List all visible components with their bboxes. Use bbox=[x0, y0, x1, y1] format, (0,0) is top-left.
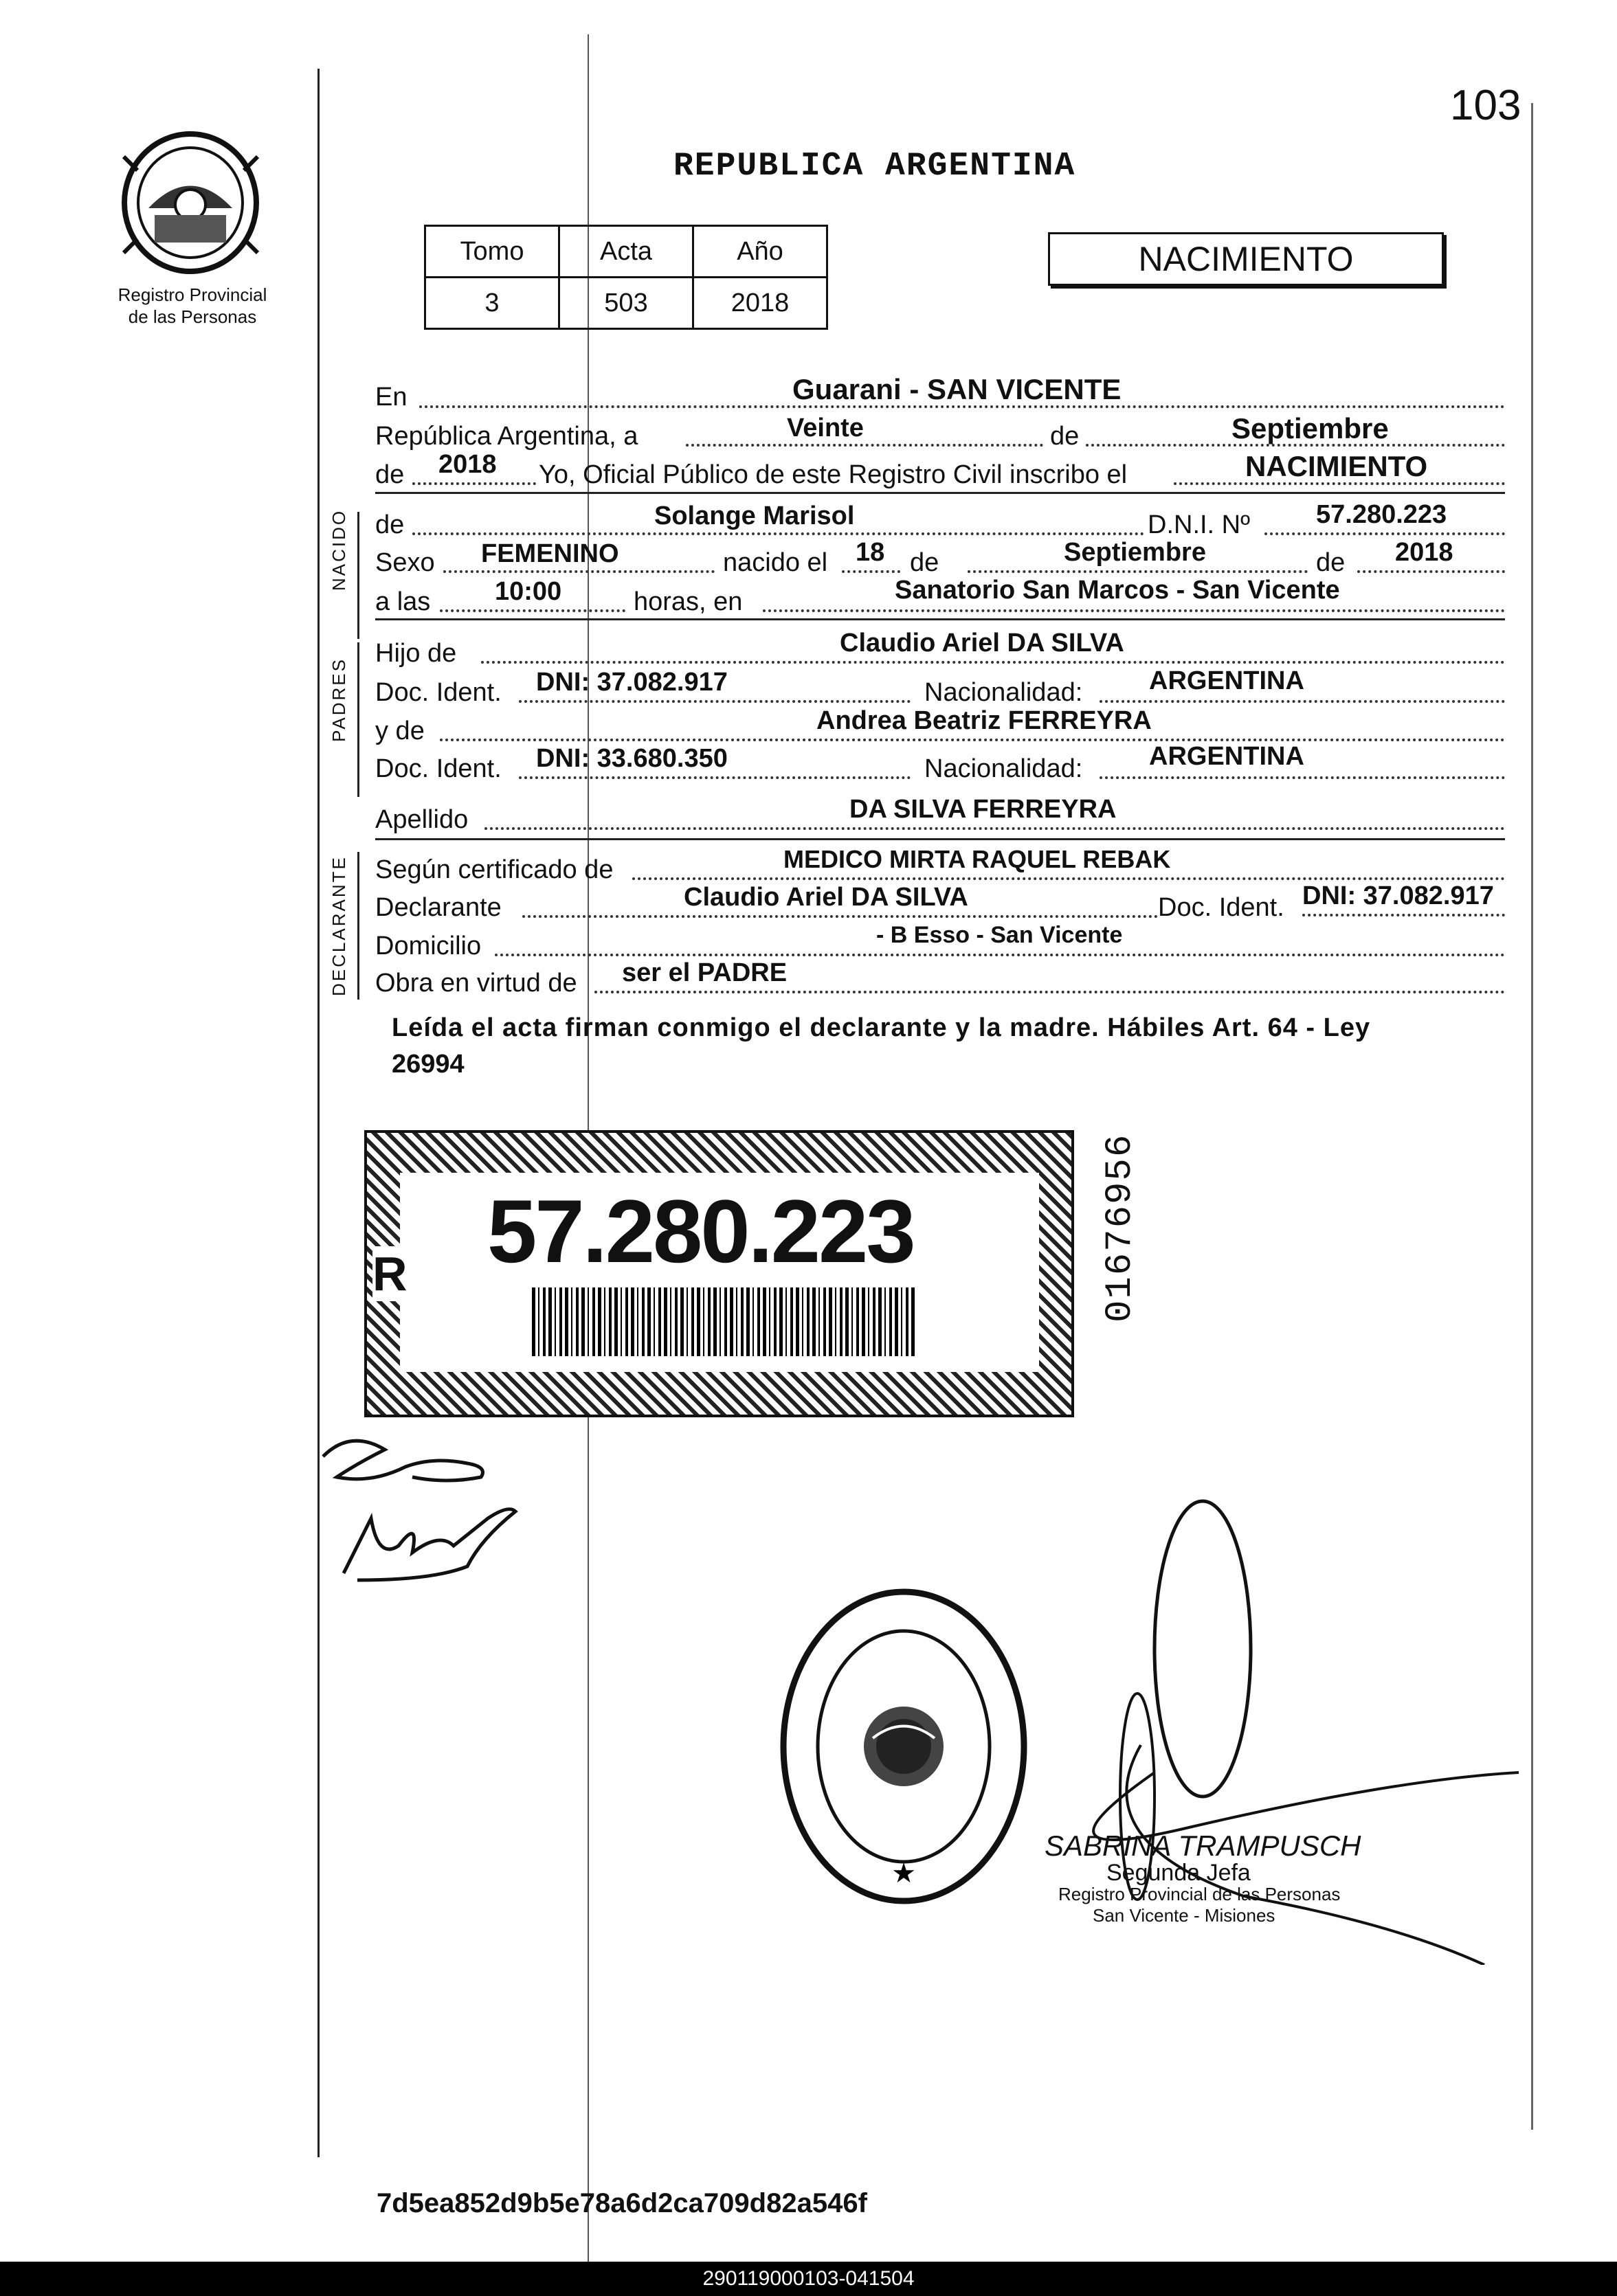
dni-sticker bbox=[364, 1130, 1074, 1417]
label-oficial-publico: Yo, Oficial Público de este Registro Civil inscribo el bbox=[539, 460, 1128, 489]
label-de: de bbox=[1050, 422, 1080, 451]
table-value-tomo: 3 bbox=[425, 278, 559, 329]
logo-caption-line2: de las Personas bbox=[128, 306, 257, 327]
dotted-line bbox=[1100, 776, 1505, 779]
section-bar-declarante bbox=[357, 852, 359, 1000]
dotted-line bbox=[440, 609, 625, 612]
dotted-line bbox=[842, 570, 900, 573]
section-label-declarante: DECLARANTE bbox=[328, 855, 349, 996]
value-doc-madre: DNI: 33.680.350 bbox=[536, 744, 728, 773]
label-hijo-de: Hijo de bbox=[375, 639, 457, 668]
dotted-line bbox=[1357, 570, 1505, 573]
value-padre: Claudio Ariel DA SILVA bbox=[840, 629, 1124, 657]
label-republica: República Argentina, a bbox=[375, 422, 638, 451]
dotted-line bbox=[968, 570, 1308, 573]
separator bbox=[375, 492, 1505, 494]
dotted-line bbox=[519, 700, 911, 703]
dotted-line bbox=[519, 776, 911, 779]
separator bbox=[375, 838, 1505, 840]
signatory-name: SABRINA TRAMPUSCH bbox=[1045, 1830, 1361, 1862]
signatory-place: San Vicente - Misiones bbox=[1093, 1905, 1275, 1926]
section-label-padres: PADRES bbox=[328, 657, 349, 742]
value-sexo: FEMENINO bbox=[481, 539, 619, 568]
label-horas-en: horas, en bbox=[634, 587, 743, 616]
document-title: REPUBLICA ARGENTINA bbox=[673, 148, 1076, 185]
label-sexo: Sexo bbox=[375, 548, 435, 577]
value-nacionalidad-madre: ARGENTINA bbox=[1149, 742, 1304, 771]
signatory-role: Segunda Jefa bbox=[1106, 1860, 1251, 1886]
dotted-line bbox=[481, 661, 1505, 664]
value-nac-mes: Septiembre bbox=[1064, 538, 1206, 567]
closing-text-line1: Leída el acta firman conmigo el declarante y la madre. Hábiles Art. 64 - Ley bbox=[392, 1013, 1371, 1042]
label-nacionalidad-padre: Nacionalidad: bbox=[924, 678, 1083, 707]
label-dni: D.N.I. Nº bbox=[1148, 510, 1250, 539]
dotted-line bbox=[412, 482, 536, 485]
value-dia-letras: Veinte bbox=[787, 414, 864, 442]
table-value-anio: 2018 bbox=[693, 278, 827, 329]
dotted-line bbox=[522, 915, 1158, 918]
value-doc-padre: DNI: 37.082.917 bbox=[536, 668, 728, 697]
label-nacido-el: nacido el bbox=[723, 548, 828, 577]
dotted-line bbox=[440, 739, 1505, 741]
value-mes: Septiembre bbox=[1231, 412, 1389, 444]
value-lugar-registro: Guarani - SAN VICENTE bbox=[792, 373, 1122, 405]
logo-caption-line1: Registro Provincial bbox=[118, 284, 267, 305]
value-dni-nacido: 57.280.223 bbox=[1316, 500, 1447, 529]
footer-code-bar: 290119000103-041504 bbox=[0, 2262, 1617, 2296]
dotted-line bbox=[443, 570, 715, 573]
table-header-anio: Año bbox=[693, 226, 827, 278]
value-apellido: DA SILVA FERREYRA bbox=[849, 795, 1117, 824]
label-y-de: y de bbox=[375, 717, 425, 745]
register-table bbox=[424, 225, 828, 330]
dotted-line bbox=[1264, 532, 1505, 535]
value-domicilio: - B Esso - San Vicente bbox=[876, 922, 1123, 948]
section-bar-padres bbox=[357, 642, 359, 797]
sticker-letter: R bbox=[372, 1247, 408, 1301]
madre-signature bbox=[330, 1491, 529, 1594]
label-de-anio: de bbox=[375, 460, 405, 489]
value-nac-dia: 18 bbox=[856, 538, 885, 567]
label-segun-certificado: Según certificado de bbox=[375, 855, 614, 884]
dotted-line bbox=[632, 877, 1505, 880]
dotted-line bbox=[1302, 914, 1505, 916]
label-declarante: Declarante bbox=[375, 893, 502, 922]
page-number: 103 bbox=[1450, 82, 1521, 129]
label-doc-madre: Doc. Ident. bbox=[375, 754, 502, 783]
dotted-line bbox=[495, 954, 1505, 956]
label-nac-de: de bbox=[910, 548, 939, 577]
label-apellido: Apellido bbox=[375, 805, 469, 834]
table-value-acta: 503 bbox=[559, 278, 693, 329]
value-madre: Andrea Beatriz FERREYRA bbox=[816, 706, 1152, 735]
label-doc-padre: Doc. Ident. bbox=[375, 678, 502, 707]
signatory-office: Registro Provincial de las Personas bbox=[1058, 1884, 1341, 1904]
value-doc-declarante: DNI: 37.082.917 bbox=[1302, 881, 1494, 910]
section-bar-nacido bbox=[357, 512, 359, 639]
dotted-line bbox=[763, 609, 1505, 612]
label-a-las: a las bbox=[375, 587, 431, 616]
value-anio: 2018 bbox=[438, 450, 497, 479]
separator bbox=[375, 618, 1505, 620]
label-de-nombre: de bbox=[375, 510, 405, 539]
dotted-line bbox=[412, 532, 1144, 535]
value-nac-anio: 2018 bbox=[1395, 538, 1453, 567]
value-obra-en-virtud: ser el PADRE bbox=[622, 958, 788, 987]
sticker-dni-number: 57.280.223 bbox=[487, 1181, 914, 1281]
closing-text-line2: 26994 bbox=[392, 1050, 465, 1079]
label-nacionalidad-madre: Nacionalidad: bbox=[924, 754, 1083, 783]
label-en: En bbox=[375, 383, 408, 412]
value-declarante: Claudio Ariel DA SILVA bbox=[684, 883, 968, 912]
value-nombre-nacido: Solange Marisol bbox=[654, 502, 855, 530]
value-lugar-nacimiento: Sanatorio San Marcos - San Vicente bbox=[895, 576, 1340, 605]
value-nacionalidad-padre: ARGENTINA bbox=[1149, 666, 1304, 695]
document-hash: 7d5ea852d9b5e78a6d2ca709d82a546f bbox=[377, 2188, 867, 2218]
section-label-nacido: NACIDO bbox=[328, 508, 349, 591]
dotted-line bbox=[484, 827, 1505, 830]
province-seal-logo bbox=[117, 129, 265, 277]
value-hora: 10:00 bbox=[495, 577, 562, 606]
label-obra-en-virtud: Obra en virtud de bbox=[375, 969, 577, 998]
dotted-line bbox=[594, 991, 1505, 993]
act-type-box: NACIMIENTO bbox=[1048, 232, 1444, 286]
svg-text:★: ★ bbox=[891, 1858, 916, 1889]
value-inscribo: NACIMIENTO bbox=[1245, 450, 1428, 482]
sticker-serial-number: 01676956 bbox=[1100, 1133, 1141, 1323]
label-domicilio: Domicilio bbox=[375, 932, 482, 960]
table-header-acta: Acta bbox=[559, 226, 693, 278]
label-nac-de-anio: de bbox=[1316, 548, 1346, 577]
label-doc-declarante: Doc. Ident. bbox=[1158, 893, 1284, 922]
left-margin-line bbox=[317, 69, 320, 2157]
dotted-line bbox=[686, 444, 1043, 447]
value-certificado: MEDICO MIRTA RAQUEL REBAK bbox=[783, 845, 1171, 873]
dotted-line bbox=[1100, 700, 1505, 703]
sticker-barcode bbox=[532, 1287, 917, 1356]
table-header-tomo: Tomo bbox=[425, 226, 559, 278]
